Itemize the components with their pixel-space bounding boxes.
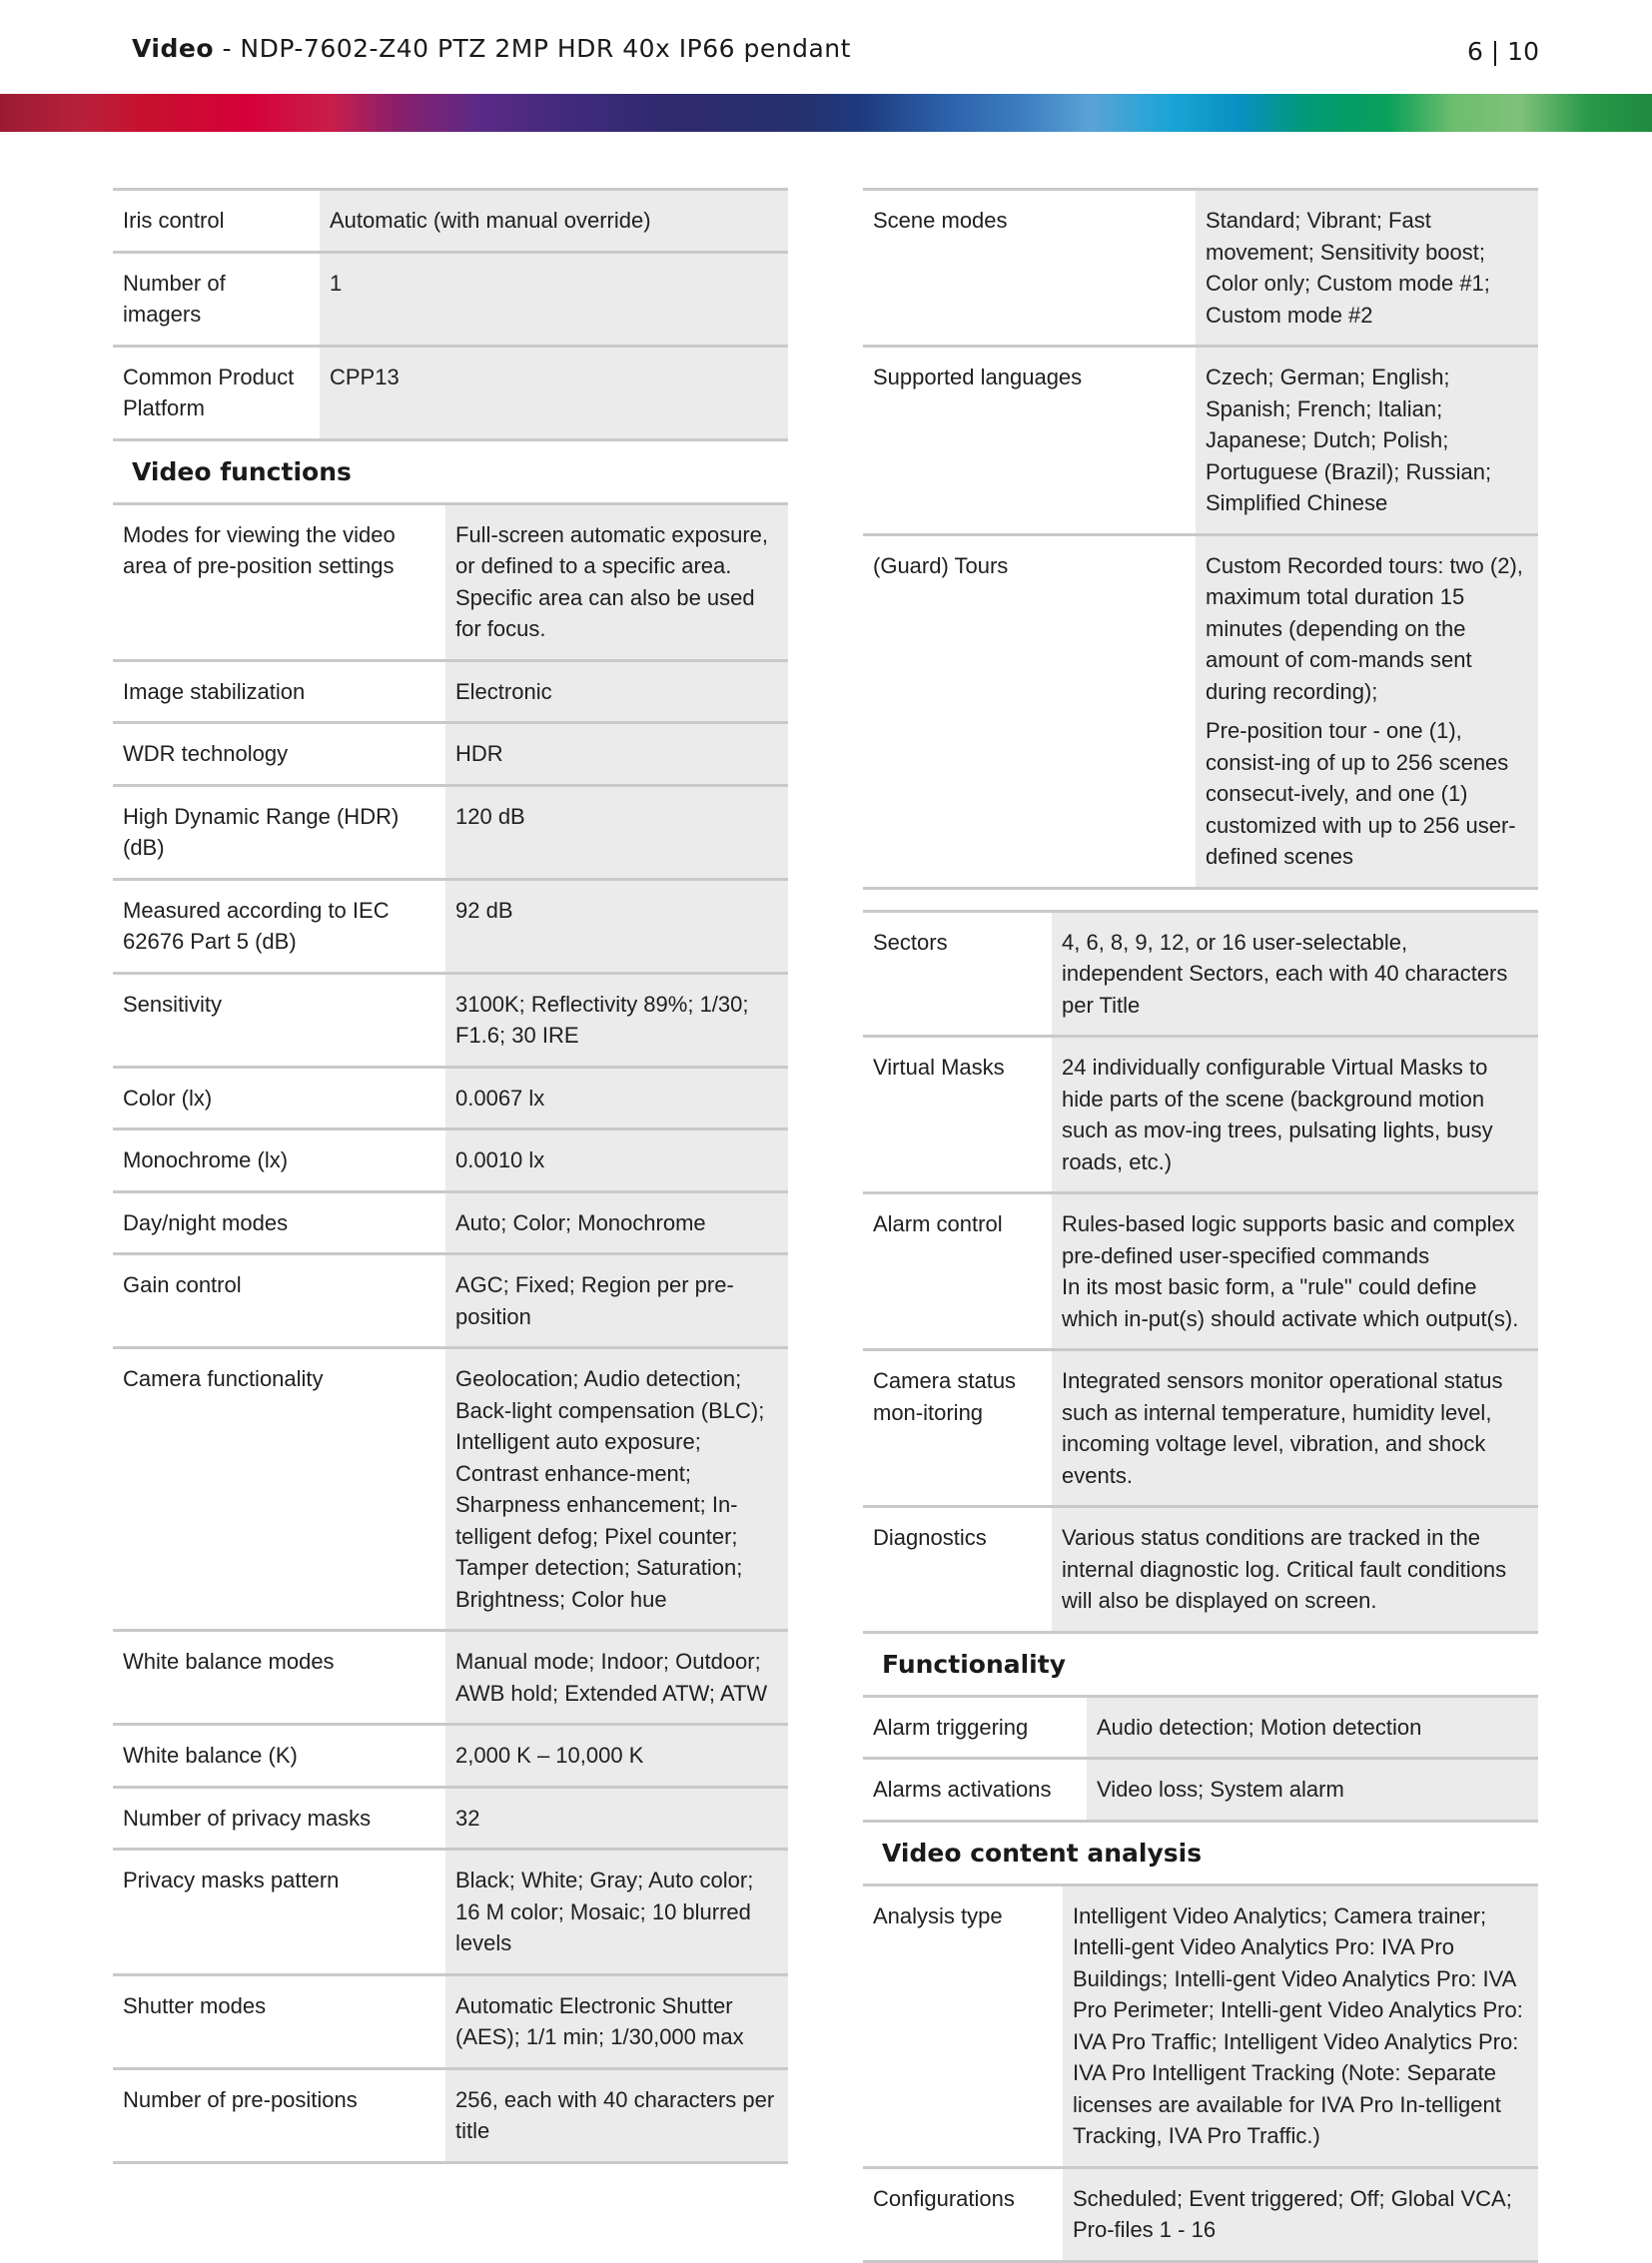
spec-key: White balance modes [123, 1649, 335, 1674]
spec-value: Czech; German; English; Spanish; French; Italian; Japanese; Dutch; Polish; Portuguese (Brazil); Russian; Simplified Chinese [1196, 348, 1538, 533]
spec-value-line: In its most basic form, a "rule" could define which in-put(s) should activate which output(s). [1062, 1274, 1519, 1331]
spec-row [113, 1069, 788, 1132]
document-title-product: - NDP-7602-Z40 PTZ 2MP HDR 40x IP66 pendant [214, 34, 851, 63]
spec-value: Automatic (with manual override) [320, 191, 788, 251]
spec-value: Scheduled; Event triggered; Off; Global VCA; Pro-files 1 - 16 [1063, 2169, 1538, 2260]
page-header [0, 0, 1652, 94]
spec-key: Modes for viewing the video area of pre-position settings [123, 521, 396, 578]
spec-value: Full-screen automatic exposure, or defined to a specific area. Specific area can also be used for focus. [445, 505, 788, 659]
spec-value-paragraph: Pre-position tour - one (1), consist-ing of up to 256 scenes consecut-ively, and one (1) customized with up to 256 user-defined scenes [1206, 718, 1516, 869]
spec-value: 0.0010 lx [445, 1131, 788, 1190]
spec-key: Monochrome (lx) [123, 1147, 289, 1172]
spec-value: 92 dB [445, 881, 788, 972]
spec-value: Various status conditions are tracked in the internal diagnostic log. Critical fault conditions will also be displayed on screen. [1052, 1508, 1538, 1631]
spec-key: Camera functionality [123, 1366, 324, 1391]
spec-row [863, 2169, 1538, 2263]
spec-row [863, 1508, 1538, 1634]
spec-row [113, 2070, 788, 2164]
spec-value: 2,000 K – 10,000 K [445, 1726, 788, 1786]
spec-row [113, 1976, 788, 2070]
spec-key: Common Product Platform [123, 364, 295, 420]
spec-row [113, 724, 788, 787]
spec-row [113, 881, 788, 975]
spec-value: Black; White; Gray; Auto color; 16 M color; Mosaic; 10 blurred levels [445, 1851, 788, 1973]
spec-key: White balance (K) [123, 1743, 298, 1768]
spec-table-scene [863, 188, 1538, 890]
spec-row [113, 1255, 788, 1349]
spec-value: Auto; Color; Monochrome [445, 1193, 788, 1253]
spec-key: Diagnostics [873, 1525, 987, 1550]
spec-row [863, 913, 1538, 1039]
spec-value: 4, 6, 8, 9, 12, or 16 user-selectable, independent Sectors, each with 40 characters per Title [1052, 913, 1538, 1036]
spec-key: Day/night modes [123, 1209, 289, 1235]
section-title-functionality: Functionality [882, 1649, 1066, 1679]
spec-key: Color (lx) [123, 1085, 213, 1111]
spec-key: Number of privacy masks [123, 1805, 372, 1831]
spec-value: Intelligent Video Analytics; Camera trainer; Intelli-gent Video Analytics Pro: IVA Pro Buildings; Intelli-gent Video Analytics Pro: IVA Pro Perimeter; Intelli-gent Video Analytics Pro: IVA Pro Traffic; Intelligent Video Analytics Pro: IVA Pro Intelligent Tracking (Note: Separate licenses are available for IVA Pro In-telligent Tracking, IVA Pro Traffic.) [1063, 1886, 1538, 2166]
spec-row [113, 1851, 788, 1976]
spec-row [113, 505, 788, 662]
spec-key: Scene modes [873, 208, 1008, 233]
spec-key: Virtual Masks [873, 1055, 1005, 1080]
spec-key: Camera status mon-itoring [873, 1368, 1017, 1425]
spec-value-line: Rules-based logic supports basic and complex pre-defined user-specified commands [1062, 1211, 1515, 1268]
spec-value: 120 dB [445, 787, 788, 878]
spec-row [113, 662, 788, 725]
spec-value [1052, 1194, 1538, 1348]
spec-row [863, 1351, 1538, 1508]
spec-key: Number of pre-positions [123, 2086, 358, 2112]
right-column [863, 188, 1538, 2263]
spec-value: Integrated sensors monitor operational status such as internal temperature, humidity level, incoming voltage level, vibration, and shock events. [1052, 1351, 1538, 1505]
spec-value: AGC; Fixed; Region per pre-position [445, 1255, 788, 1346]
spec-value: HDR [445, 724, 788, 784]
spec-row [863, 191, 1538, 348]
spec-row [863, 1194, 1538, 1351]
spec-key: Analysis type [873, 1902, 1003, 1928]
spec-row [113, 975, 788, 1069]
spec-value: Video loss; System alarm [1087, 1760, 1538, 1820]
spec-key: Image stabilization [123, 678, 306, 704]
spec-key: Sensitivity [123, 991, 223, 1017]
spec-row [113, 191, 788, 254]
spec-key: Supported languages [873, 365, 1083, 389]
spec-key: Alarm triggering [873, 1714, 1029, 1740]
left-column [113, 188, 788, 2164]
spec-row [863, 1698, 1538, 1761]
document-title [132, 34, 851, 63]
spec-value: 32 [445, 1789, 788, 1849]
spec-row [113, 1193, 788, 1256]
spec-table-imaging [113, 188, 788, 441]
spec-value: Electronic [445, 662, 788, 722]
spec-key: Number of imagers [123, 270, 226, 327]
spec-row [113, 254, 788, 348]
spec-row [113, 787, 788, 881]
spec-table-video-content-analysis [863, 1884, 1538, 2263]
spec-value: 0.0067 lx [445, 1069, 788, 1129]
spec-row [113, 1726, 788, 1789]
spec-row [863, 1886, 1538, 2169]
spec-table-functionality [863, 1695, 1538, 1823]
spec-key: Gain control [123, 1272, 242, 1297]
spec-row [863, 1038, 1538, 1194]
spec-row [863, 348, 1538, 536]
document-title-category: Video [132, 34, 215, 63]
spec-key: Alarms activations [873, 1777, 1052, 1802]
spec-key: Alarm control [873, 1211, 1003, 1236]
spec-table-video-functions [113, 502, 788, 2164]
spec-value: Standard; Vibrant; Fast movement; Sensitivity boost; Color only; Custom mode #1; Custom mode #2 [1196, 191, 1538, 345]
spec-key: Privacy masks pattern [123, 1868, 340, 1892]
spec-row [113, 348, 788, 441]
spec-value: 24 individually configurable Virtual Masks to hide parts of the scene (background motion such as mov-ing trees, pulsating lights, busy roads, etc.) [1052, 1038, 1538, 1191]
spec-row [113, 1131, 788, 1193]
section-title-video-content-analysis: Video content analysis [882, 1838, 1203, 1868]
spec-row [113, 1349, 788, 1632]
spec-value: 1 [320, 254, 788, 345]
spec-row [863, 1760, 1538, 1823]
spec-row [113, 1789, 788, 1852]
spec-value: 256, each with 40 characters per title [445, 2070, 788, 2161]
spec-value: CPP13 [320, 348, 788, 438]
spec-row [113, 1632, 788, 1726]
spec-key: Iris control [123, 208, 225, 233]
spec-value: Audio detection; Motion detection [1087, 1698, 1538, 1758]
spec-value [1196, 536, 1538, 887]
spec-key: Measured according to IEC 62676 Part 5 (dB) [123, 897, 390, 954]
spec-key: Configurations [873, 2185, 1015, 2211]
spec-table-sectors [863, 910, 1538, 1634]
spec-key: WDR technology [123, 741, 289, 766]
spec-value: Manual mode; Indoor; Outdoor; AWB hold; Extended ATW; ATW [445, 1632, 788, 1723]
spec-row [863, 536, 1538, 890]
section-title-video-functions: Video functions [132, 456, 352, 486]
spec-key: High Dynamic Range (HDR) (dB) [123, 803, 400, 860]
brand-color-band [0, 94, 1652, 132]
spec-key: (Guard) Tours [873, 552, 1009, 578]
spec-value-paragraph: Custom Recorded tours: two (2), maximum total duration 15 minutes (depending on the amount of com-mands sent during recording); [1206, 552, 1523, 704]
spec-value: Automatic Electronic Shutter (AES); 1/1 min; 1/30,000 max [445, 1976, 788, 2067]
spec-value: Geolocation; Audio detection; Back-light compensation (BLC); Intelligent auto exposure; Contrast enhance-ment; Sharpness enhancement; In-telligent defog; Pixel counter; Tamper detection; Saturation; Brightness; Color hue [445, 1349, 788, 1629]
spec-value: 3100K; Reflectivity 89%; 1/30; F1.6; 30 IRE [445, 975, 788, 1066]
spec-key: Shutter modes [123, 1992, 267, 2018]
table-gap [863, 890, 1538, 910]
spec-key: Sectors [873, 929, 948, 955]
page-number: 6 | 10 [1466, 37, 1539, 66]
